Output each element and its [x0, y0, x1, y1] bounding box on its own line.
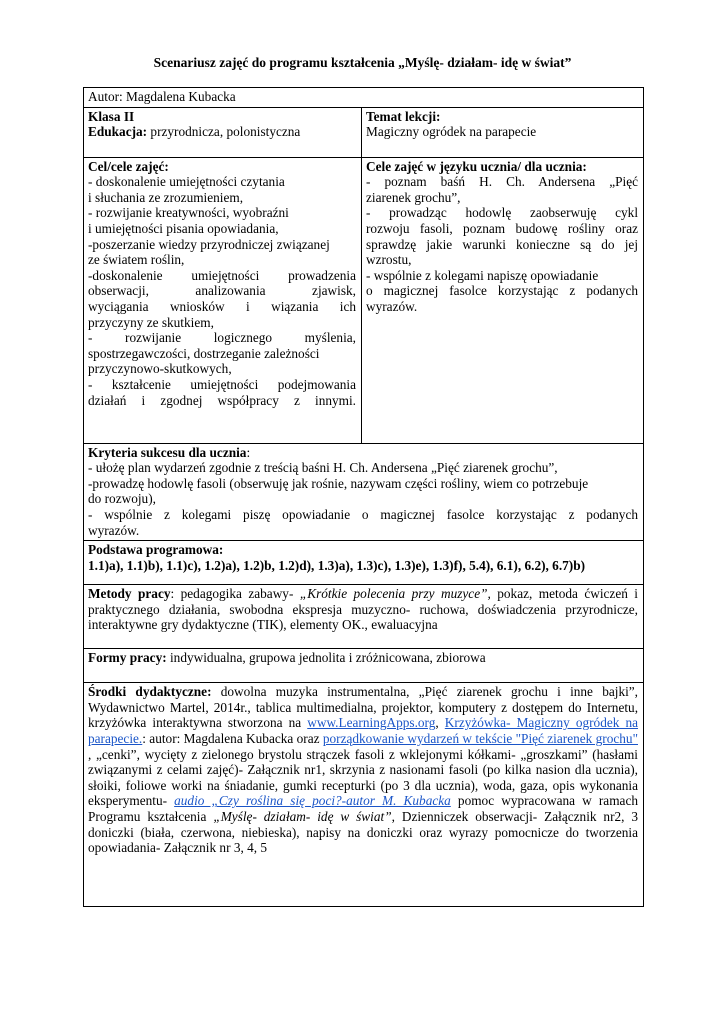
- ordering-events-link[interactable]: porządkowanie wydarzeń w tekście "Pięć ziarenek grochu": [322, 730, 638, 746]
- student-goal-line: rozwoju fasoli, poznam budowę rośliny oraz: [366, 220, 639, 236]
- class-cell: [84, 107, 362, 157]
- student-goals-cell: [362, 157, 644, 443]
- criteria-colon: :: [246, 444, 251, 460]
- goal-line: i słuchania ze zrozumieniem,: [88, 189, 244, 205]
- student-goal-line: - poznam baśń H. Ch. Andersena „Pięć: [366, 174, 639, 190]
- methods-rest: pokaz, metoda ćwiczeń i praktycznego działania, swobodna ekspresja muzyczno- ruchowa, doświadczenia przyrodnicze, interaktywne gry dydaktyczne (TIK), elementy OK., ewaluacyjna: [88, 586, 639, 633]
- forms-cell: [84, 649, 644, 683]
- audio-link[interactable]: audio „Czy roślina się poci?-autor M. Kubacka: [174, 793, 451, 809]
- goals-label: Cel/cele zajęć:: [88, 158, 169, 174]
- resources-text: : autor: Magdalena Kubacka oraz: [142, 730, 323, 746]
- goal-line: przyczynowo-skutkowych,: [88, 361, 232, 377]
- page-title: Scenariusz zajęć do programu kształcenia „Myślę- działam- idę w świat”: [153, 55, 572, 70]
- goal-line: wyciągania wniosków i wiązania ich: [88, 298, 356, 314]
- class-topic-row: [84, 107, 644, 157]
- edukacja-label: Edukacja:: [88, 124, 148, 140]
- goal-line: i umiejętności pisania opowiadania,: [88, 220, 279, 236]
- goal-line: -doskonalenie umiejętności prowadzenia: [88, 267, 356, 283]
- goal-line: działań i zgodnej współpracy z innymi.: [88, 392, 356, 408]
- criteria-label: Kryteria sukcesu dla ucznia: [88, 444, 247, 460]
- author-row: [84, 88, 644, 108]
- methods-row: [84, 585, 644, 649]
- resources-text: , „cenki”, wycięty z zielonego brystolu strączek fasoli z wklejonymi kółkami- „groszkami” (hasłami związanymi z celami zajęć)- Załącznik nr1, skrzynia z nasionami fasoli (po kilka nasion dla ucznia), słoiki, foliowe worki na śniadanie, gumki recepturki (po 3 dla ucznia), woda, gaza, opis wykonania eksperymentu-: [88, 746, 639, 809]
- goal-line: obserwacji, analizowania zjawisk,: [88, 283, 356, 299]
- criteria-row: [84, 443, 644, 541]
- core-curriculum-cell: [84, 541, 644, 585]
- methods-cell: [84, 585, 644, 649]
- forms-row: [84, 649, 644, 683]
- student-goal-line: sprawdzę jakie warunki konieczne są do jej: [366, 236, 639, 252]
- methods-label: Metody pracy: [88, 586, 171, 602]
- resources-text: , Dzienniczek obserwacji- Załącznik nr2, 3 doniczki (biała, czerwona, niebieska), napisy na doniczki oraz wyrazy pomocnicze do tworzenia opowiadania- Załącznik nr 3, 4, 5: [88, 808, 639, 856]
- learningapps-link[interactable]: www.LearningApps.org: [307, 715, 436, 731]
- student-goal-line: - wspólnie z kolegami napiszę opowiadanie: [366, 267, 599, 283]
- core-curriculum-label: Podstawa programowa:: [88, 542, 224, 558]
- core-curriculum-row: [84, 541, 644, 585]
- author-text: Autor: Magdalena Kubacka: [88, 89, 236, 104]
- forms-value: indywidualna, grupowa jednolita i zróżnicowana, zbiorowa: [166, 650, 486, 666]
- goal-line: -poszerzanie wiedzy przyrodniczej związanej: [88, 236, 330, 252]
- criteria-line: - ułożę plan wydarzeń zgodnie z treścią baśni H. Ch. Andersena „Pięć ziarenek grochu”,: [88, 460, 558, 476]
- topic-cell: [362, 107, 644, 157]
- criteria-line: - wspólnie z kolegami piszę opowiadanie o magicznej fasolce korzystając z podanych: [88, 506, 639, 522]
- methods-italic: „Krótkie polecenia przy muzyce”,: [299, 586, 491, 602]
- author-cell: [84, 88, 644, 108]
- goal-line: - rozwijanie kreatywności, wyobraźni: [88, 205, 289, 221]
- student-goal-line: o magicznej fasolce korzystając z podanych: [366, 283, 639, 299]
- crossword-link[interactable]: Krzyżówka- Magiczny ogródek na parapecie.: [88, 715, 639, 746]
- topic-label: Temat lekcji:: [366, 108, 441, 124]
- student-goal-line: ziarenek grochu”,: [366, 189, 461, 205]
- lesson-plan-table: [83, 87, 644, 907]
- resources-text: pomoc wypracowana w ramach Programu kształcenia: [88, 793, 638, 824]
- criteria-line: -prowadzę hodowlę fasoli (obserwuję jak rośnie, nazywam części rośliny, wiem co potrzebuje: [88, 475, 589, 491]
- goal-line: spostrzegawczości, dostrzeganie zależności: [88, 345, 320, 361]
- methods-intro: : pedagogika zabawy-: [170, 586, 300, 602]
- program-name: „Myślę- działam- idę w świat”: [213, 808, 392, 824]
- edukacja-value: przyrodnicza, polonistyczna: [147, 124, 301, 140]
- student-goal-line: wyrazów.: [366, 298, 418, 314]
- student-goal-line: wzrostu,: [366, 252, 412, 268]
- resources-cell: [84, 683, 644, 907]
- resources-text: ,: [435, 715, 445, 731]
- class-label: Klasa II: [88, 108, 135, 124]
- criteria-line: wyrazów.: [88, 522, 140, 538]
- student-goals-label: Cele zajęć w języku ucznia/ dla ucznia:: [366, 158, 587, 174]
- resources-label: Środki dydaktyczne:: [88, 684, 212, 700]
- core-curriculum-value: 1.1)a), 1.1)b), 1.1)c), 1.2)a), 1.2)b, 1.2)d), 1.3)a), 1.3)c), 1.3)e), 1.3)f), 5.4), 6.1), 6.2), 6.7)b): [88, 557, 586, 573]
- goal-line: - kształcenie umiejętności podejmowania: [88, 376, 356, 392]
- forms-label: Formy pracy:: [88, 650, 167, 666]
- criteria-line: do rozwoju),: [88, 491, 156, 507]
- resources-text: dowolna muzyka instrumentalna, „Pięć ziarenek grochu i inne bajki”, Wydawnictwo Martel, 2014r., tablica multimedialna, projektor, komputery z dostępem do Internetu, krzyżówka interaktywna stworzona na: [88, 684, 639, 731]
- goal-line: - doskonalenie umiejętności czytania: [88, 174, 285, 190]
- goals-cell: [84, 157, 362, 443]
- goals-row: [84, 157, 644, 443]
- topic-value: Magiczny ogródek na parapecie: [366, 124, 537, 140]
- resources-row: [84, 683, 644, 907]
- student-goal-line: - prowadząc hodowlę zaobserwuję cykl: [366, 205, 639, 221]
- goal-line: - rozwijanie logicznego myślenia,: [88, 330, 356, 346]
- goal-line: przyczyny ze skutkiem,: [88, 314, 214, 330]
- criteria-cell: [84, 443, 644, 541]
- goal-line: ze światem roślin,: [88, 252, 185, 268]
